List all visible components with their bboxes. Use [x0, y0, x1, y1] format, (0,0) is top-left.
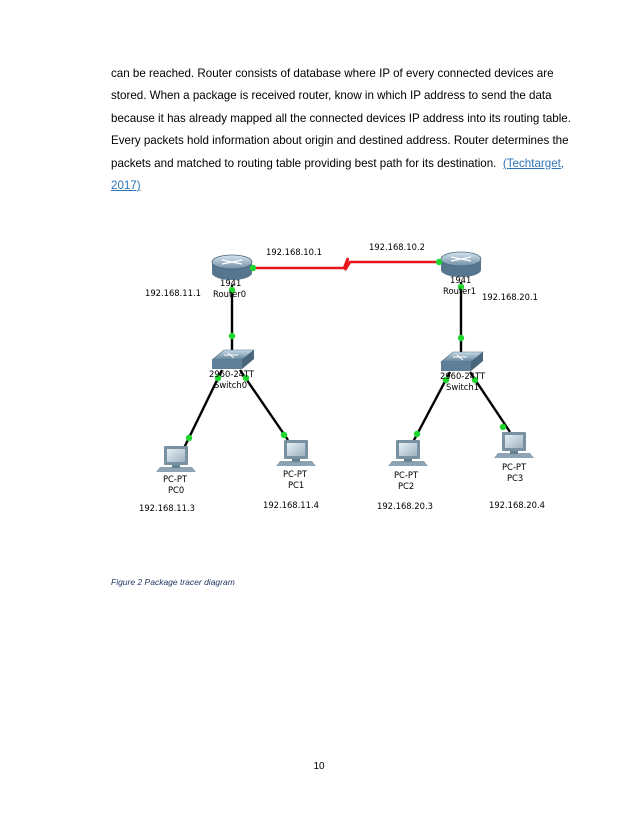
- router1-model: 1941: [450, 275, 472, 285]
- pc1-ip: 192.168.11.4: [263, 500, 319, 510]
- port-up-dot: [436, 259, 442, 265]
- pc3-ip: 192.168.20.4: [489, 500, 545, 510]
- pc1-name: PC1: [288, 480, 305, 490]
- citation-link-year[interactable]: 2017): [111, 179, 141, 193]
- router1-lan-ip: 192.168.20.1: [482, 292, 538, 302]
- switch0-icon[interactable]: [212, 350, 254, 369]
- pc0-name: PC0: [168, 485, 185, 495]
- paragraph-line-text: packets and matched to routing table providing best path for its destination.: [111, 156, 497, 170]
- pc3-name: PC3: [507, 473, 524, 483]
- switch1-icon[interactable]: [441, 352, 483, 371]
- port-up-dot: [500, 424, 506, 430]
- switch0-model: 2960-24TT: [209, 369, 255, 379]
- router0-lan-ip: 192.168.11.1: [145, 288, 201, 298]
- switch1-model: 2960-24TT: [440, 371, 486, 381]
- switch0-name: Switch0: [214, 380, 248, 390]
- pc2-ip: 192.168.20.3: [377, 501, 433, 511]
- pc2-type: PC-PT: [394, 470, 419, 480]
- citation-link[interactable]: (Techtarget,: [502, 156, 565, 170]
- switch1-name: Switch1: [446, 382, 480, 392]
- figure-caption: Figure 2 Package tracer diagram: [111, 577, 235, 587]
- paragraph-line: because it has already mapped all the connected devices IP address into its routing table.: [111, 111, 571, 125]
- router0-name: Router0: [213, 289, 247, 299]
- serial-link: [252, 258, 440, 270]
- router1-icon[interactable]: [441, 252, 481, 277]
- pc1-icon[interactable]: [276, 440, 316, 466]
- wan-ip-left: 192.168.10.1: [266, 247, 322, 257]
- port-up-dot: [250, 265, 256, 271]
- pc2-name: PC2: [398, 481, 415, 491]
- pc2-icon[interactable]: [388, 440, 428, 466]
- pc3-type: PC-PT: [502, 462, 527, 472]
- pc1-type: PC-PT: [283, 469, 308, 479]
- port-up-dot: [186, 435, 192, 441]
- router0-model: 1941: [220, 278, 242, 288]
- pc0-type: PC-PT: [163, 474, 188, 484]
- port-up-dot: [229, 333, 235, 339]
- page-number: 10: [313, 761, 325, 772]
- router1-name: Router1: [443, 286, 477, 296]
- wan-ip-right: 192.168.10.2: [369, 242, 425, 252]
- paragraph-line: stored. When a package is received router, know in which IP address to send the data: [111, 89, 552, 103]
- paragraph-line: Every packets hold information about origin and destined address. Router determines the: [111, 134, 569, 148]
- router0-icon[interactable]: [212, 255, 252, 280]
- port-up-dot: [458, 335, 464, 341]
- port-up-dot: [414, 431, 420, 437]
- paragraph-line: can be reached. Router consists of database where IP of every connected devices are: [111, 67, 554, 80]
- port-up-dot: [281, 432, 287, 438]
- pc3-icon[interactable]: [494, 432, 534, 458]
- pc0-ip: 192.168.11.3: [139, 503, 195, 513]
- pc0-icon[interactable]: [156, 446, 196, 472]
